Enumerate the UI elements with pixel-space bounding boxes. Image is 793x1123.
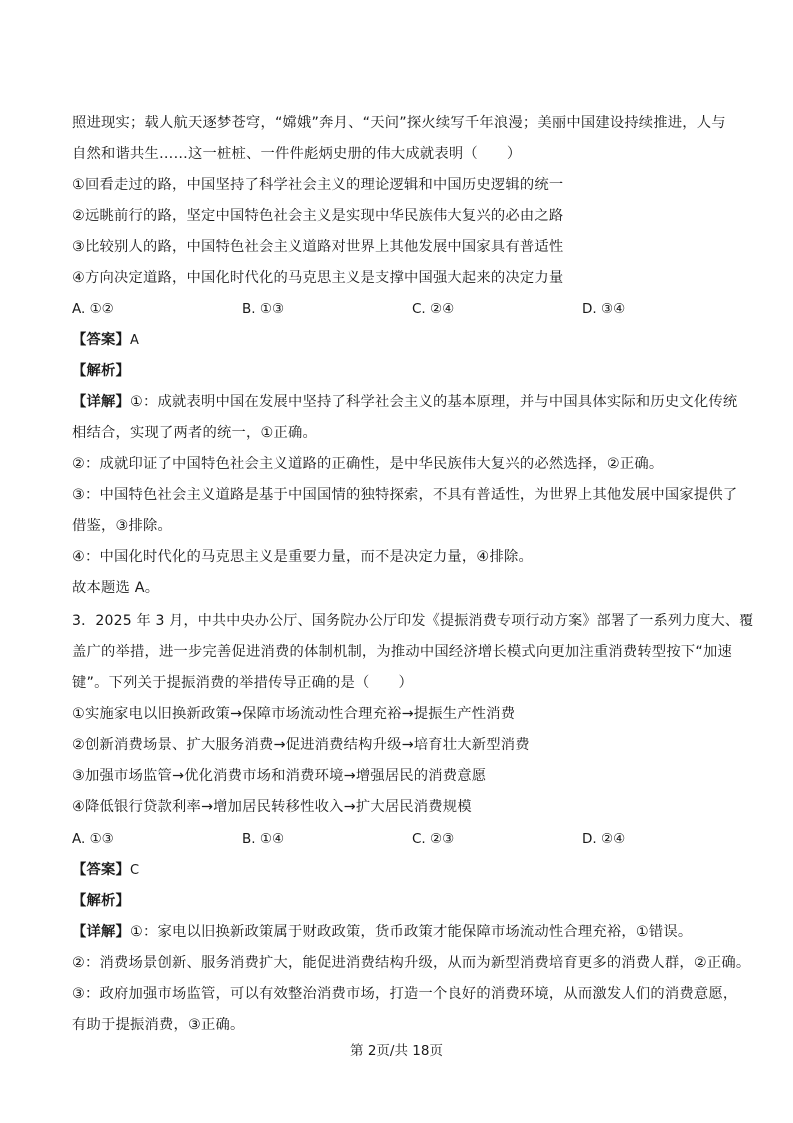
q3-stem-line-3: 键”。下列关于提振消费的举措传导正确的是（ ） [72,675,414,691]
page-footer: 第 2页/共 18页 [350,1043,443,1059]
q3-explanation-line-4: 有助于提振消费，③正确。 [72,1017,245,1033]
q2-explanation-line-2: 相结合，实现了两者的统一，①正确。 [72,425,317,441]
q3-explanation-line-1 [72,922,692,942]
q3-stem-line-2: 盖广的举措，进一步完善促进消费的体制机制，为推动中国经济增长模式向更加注重消费转型按下“加速 [72,644,732,660]
q3-option-c: C. ②③ [412,831,455,847]
q3-options [72,829,732,849]
q3-explanation-line-3: ③：政府加强市场监管，可以有效整治消费市场，打造一个良好的消费环境，从而激发人们的消费意愿， [72,986,738,1002]
q3-detail-tag: 【详解】 [72,924,130,940]
q2-option-c: C. ②④ [412,301,455,317]
q2-analysis-heading [72,361,130,381]
q2-option-b: B. ①③ [242,301,285,317]
q3-analysis-tag: 【解析】 [72,893,130,909]
q3-item-2: ②创新消费场景、扩大服务消费→促进消费结构升级→培育壮大新型消费 [72,737,530,753]
q2-analysis-tag: 【解析】 [72,363,130,379]
q2-stem-line-2: 自然和谐共生……这一桩桩、一件件彪炳史册的伟大成就表明（ ） [72,146,522,162]
q2-item-1: ①回看走过的路，中国坚持了科学社会主义的理论逻辑和中国历史逻辑的统一 [72,177,564,193]
q3-option-a: A. ①③ [72,831,114,847]
q2-detail-tag: 【详解】 [72,394,130,410]
q3-item-3: ③加强市场监管→优化消费市场和消费环境→增强居民的消费意愿 [72,768,487,784]
q3-item-4: ④降低银行贷款利率→增加居民转移性收入→扩大居民消费规模 [72,799,472,815]
q2-stem-line-1: 照进现实；载人航天逐梦苍穹，“嫦娥”奔月、“天问”探火续写千年浪漫；美丽中国建设持续推进，人与 [72,115,726,131]
q2-item-2: ②远眺前行的路，坚定中国特色社会主义是实现中华民族伟大复兴的必由之路 [72,208,564,224]
q2-item-3: ③比较别人的路，中国特色社会主义道路对世界上其他发展中国家具有普适性 [72,239,564,255]
q3-option-d: D. ②④ [582,831,626,847]
q3-answer [72,860,139,881]
q3-item-1: ①实施家电以旧换新政策→保障市场流动性合理充裕→提振生产性消费 [72,706,516,722]
q2-option-a: A. ①② [72,301,114,317]
q2-explanation-line-5: 借鉴，③排除。 [72,518,172,534]
q3-analysis-heading [72,891,130,911]
q2-explanation-line-3: ②：成就印证了中国特色社会主义道路的正确性，是中华民族伟大复兴的必然选择，②正确。 [72,456,664,472]
q2-answer-value: A [130,333,140,348]
q2-item-4: ④方向决定道路，中国化时代化的马克思主义是支撑中国强大起来的决定力量 [72,270,564,286]
q3-option-b: B. ①④ [242,831,285,847]
q2-explanation-line-4: ③：中国特色社会主义道路是基于中国国情的独特探索，不具有普适性，为世界上其他发展中国家提供了 [72,487,738,503]
q2-explanation-line-6: ④：中国化时代化的马克思主义是重要力量，而不是决定力量，④排除。 [72,549,533,565]
q3-answer-tag: 【答案】 [72,862,130,878]
q3-stem-line-1: 3．2025 年 3 月，中共中央办公厅、国务院办公厅印发《提振消费专项行动方案》部署了一系列力度大、覆 [72,613,754,629]
q2-explanation-line-1 [72,392,737,412]
q3-explanation-line-2: ②：消费场景创新、服务消费扩大，能促进消费结构升级，从而为新型消费培育更多的消费人群，②正确。 [72,955,751,971]
q2-option-d: D. ③④ [582,301,626,317]
q2-explanation-text-1: ①：成就表明中国在发展中坚持了科学社会主义的基本原理，并与中国具体实际和历史文化传统 [130,394,738,410]
q2-answer [72,330,139,351]
q2-conclusion: 故本题选 A。 [72,580,160,596]
q3-explanation-text-1: ①：家电以旧换新政策属于财政政策，货币政策才能保障市场流动性合理充裕，①错误。 [130,924,693,940]
q3-answer-value: C [130,863,140,878]
q2-answer-tag: 【答案】 [72,332,130,348]
q2-options [72,299,732,319]
